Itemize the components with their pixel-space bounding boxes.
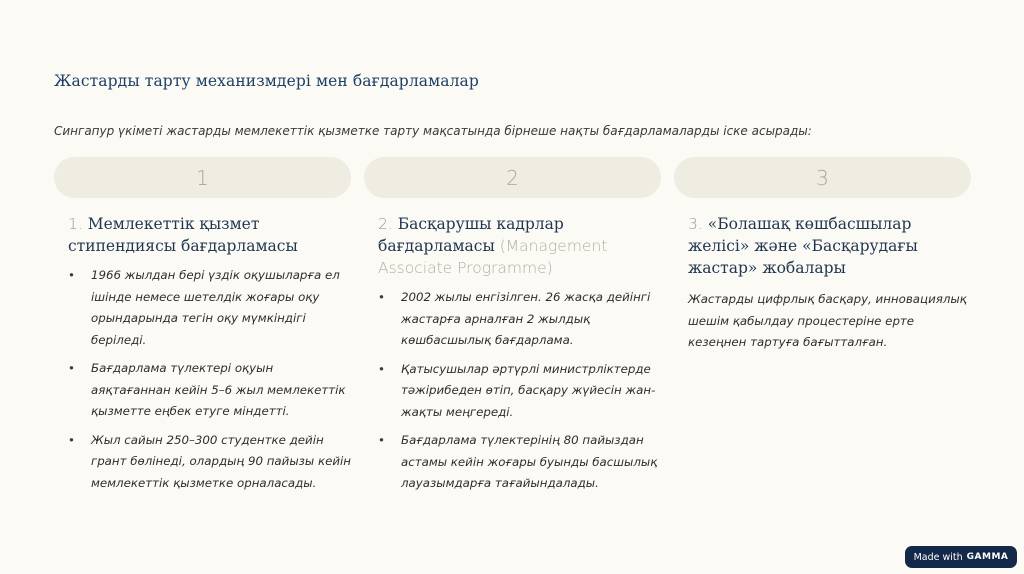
step-pill-3 <box>674 157 971 198</box>
bullet-list-1 <box>54 265 351 494</box>
title-text: Мемлекеттік қызмет стипендиясы бағдарламасы <box>68 215 298 255</box>
gamma-logo: GAMMA <box>966 552 1009 562</box>
list-item: • Бағдарлама түлектері оқуын аяқтағаннан кейін 5–6 жыл мемлекеттік қызметте еңбек етуге міндетті. <box>68 358 351 423</box>
step-number: 2 <box>506 165 519 190</box>
step-number: 3 <box>816 165 829 190</box>
made-with-gamma-badge[interactable] <box>905 546 1017 568</box>
list-item: • Бағдарлама түлектерінің 80 пайыздан астамы кейін жоғары буынды басшылық лауазымдарға тағайындалады. <box>378 430 661 495</box>
list-item: • 1966 жылдан бері үздік оқушыларға ел ішінде немесе шетелдік жоғары оқу орындарында тегін оқу мүмкіндігі беріледі. <box>68 265 351 351</box>
step-pill-1 <box>54 157 351 198</box>
list-item: • Қатысушылар әртүрлі министрліктерде тәжірибеден өтіп, басқару жүйесін жан-жақты меңгереді. <box>378 359 661 424</box>
column-1 <box>54 157 351 501</box>
card-title-2 <box>364 213 661 279</box>
list-item: • 2002 жылы енгізілген. 26 жасқа дейінгі жастарға арналған 2 жылдық көшбасшылық бағдарлама. <box>378 287 661 352</box>
column-3 <box>674 157 971 354</box>
title-number: 1. <box>68 215 83 233</box>
card-title-3 <box>674 213 971 279</box>
card-paragraph-3: Жастарды цифрлық басқару, инновациялық шешім қабылдау процестеріне ерте кезеңнен тартуға бағытталған. <box>688 292 967 349</box>
title-text: «Болашақ көшбасшылар желісі» және «Басқарудағы жастар» жобалары <box>688 215 918 277</box>
step-number: 1 <box>196 165 209 190</box>
title-text: Басқарушы кадрлар бағдарламасы <box>378 215 564 255</box>
badge-prefix: Made with <box>913 551 963 563</box>
page-subtitle: Сингапур үкіметі жастарды мемлекеттік қызметке тарту мақсатында бірнеше нақты бағдарламаларды іске асырады: <box>54 124 812 138</box>
title-number: 3. <box>688 215 703 233</box>
page-title: Жастарды тарту механизмдері мен бағдарламалар <box>54 72 479 90</box>
card-title-1 <box>54 213 351 257</box>
list-item: • Жыл сайын 250–300 студентке дейін грант бөлінеді, олардың 90 пайызы кейін мемлекеттік қызметке орналасады. <box>68 430 351 495</box>
title-english: (Management Associate Programme) <box>378 237 608 277</box>
column-2 <box>364 157 661 502</box>
title-number: 2. <box>378 215 393 233</box>
bullet-list-2 <box>364 287 661 495</box>
step-pill-2 <box>364 157 661 198</box>
